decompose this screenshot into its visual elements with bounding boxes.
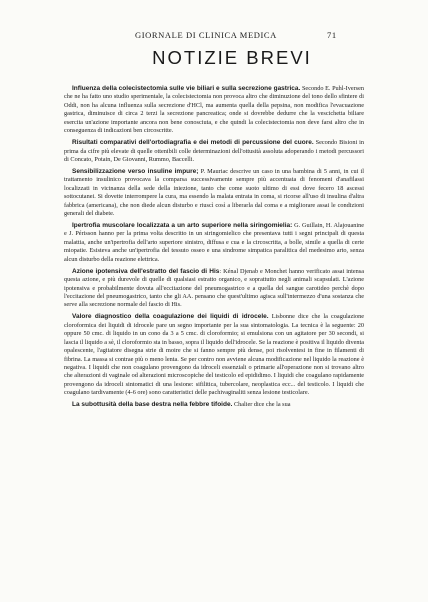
running-head — [0, 30, 428, 42]
article-idrocele — [64, 313, 364, 398]
article-ortodiagrafia — [64, 139, 364, 164]
article-text: Secondo E. Puhl-Iversen che ne ha fatto uno studio sperimentale, la colecistectomia non provoca altro che diminuzione del tono dello sfintere di Oddi, non ha alcuna influenza sulla secrezione d'HCl, ma aumenta quella della pepsina, non modifica l'evacuazione gastrica, diminuisce di circa 2 terzi la secrezione pancreatica; onde si dovrebbe dedurre che la vescichetta biliare esercita un'azione importante ancora non bene conosciuta, e che quindi la colecistectomia non deve farsi altro che in conseguenza di indicazioni ben circoscritte. — [64, 85, 365, 135]
article-text: Lisbonne dice che la coagulazione cloroformica dei liquidi di idrocele pare un segno importante per la sua sintomatologia. La tecnica è la seguente: 20 oppure 50 cmc. di liquido in un cono da 3 a 5 cmc. di cloroformio; si emulsiona con un agitatore per 30 secondi, si lascia il liquido a sè, il cloroformio sta in basso, sopra il liquido dell'idrocele. Se la reazione è positiva il liquido diventa opalescente, l'agitatore disegna strie di moire che si fanno sempre più dense, poi risolventesi in fine in filamenti di fibrina. La massa si contrae più o meno lenta. Se per contro non avviene alcuna modificazione nel liquido la reazione è negativa. I liquidi che non coagulano provengono da idroceli essenziali o primarie all'operazione non si trovano altro che alterazioni di vaginale od alterazioni microscopiche del testicolo ed epididimo. I liquidi che coagulano rapidamente provengono da idroceli sintomatici di una lesione: sifilitica, tubercolare, neoplastica ecc... del testicolo. I liquidi che coagulano tardivamente (4-6 ore) sono caratteristici delle pachivaginaliti senza lesione testicolare. — [64, 313, 364, 397]
article-title: Ipertrofia muscolare localizzata a un arto superiore nella siringomielia: — [72, 221, 293, 229]
article-title: Sensibilizzazione verso insuline impure; — [72, 167, 199, 175]
page-number: 71 — [327, 30, 337, 40]
article-febbre-tifoide — [64, 401, 364, 409]
article-colecistectomia — [64, 85, 364, 136]
article-insuline — [64, 168, 364, 219]
article-title: Valore diagnostico della coagulazione dei liquidi di idrocele. — [72, 313, 269, 321]
article-title: Risultati comparativi dell'ortodiagrafia e dei metodi di percussione del cuore. — [72, 139, 314, 147]
journal-title: GIORNALE DI CLINICA MEDICA — [135, 30, 277, 40]
article-text: Secondo Bisioni in prima da cifre più elevate di quelle ottenibili colle determinazioni dell'ottusità assoluta adoperando i metodi percussori di Concato, Potain, De Giovanni, Rummo, Baccelli. — [64, 139, 364, 164]
article-title: La subottusità della base destra nella febbre tifoide. — [72, 401, 233, 409]
article-text: P. Mauriac descrive un caso in una bambina di 5 anni, in cui il trattamento insulinico provocava la comparsa successivamente sempre più accentuata di fenomeni d'anafilassi localizzati in vicinanza della sede della iniezione, tanto che come suoto ultimo di essi dove fecero 18 ascessi sottocutanei. Si dovette interrompere la cura, ma essendo la malata entrata in coma, si ricorse all'uso di insulina d'altra fabbrica (americana), che non diede alcun disturbo e riuscì così a liberarla dal coma e a migliorare assai le condizioni generali del diabete. — [64, 167, 365, 218]
article-text: G. Guillain, H. Alajouanine e J. Périsson hanno per la prima volta descritto in un siringomielico che presentava tutti i segni principali di questa malattia, anche un'ipertrofia dell'arto superiore sinistro, diffusa e cua e la circoscritta, a bolle, simile a quella di certe miopatie. Esisteva anche un'ipertrofia del tessuto osseo e una sindrome simpatica paralitica del medesimo arto, senza alcun disturbo della reazione elettrica. — [64, 221, 364, 263]
article-title: Azione ipotensiva dell'estratto del fascio di His — [72, 267, 220, 275]
article-text: Chalier dice che la sua — [233, 401, 291, 409]
article-title: Influenza della colecistectomia sulle vie biliari e sulla secrezione gastrica. — [72, 85, 301, 92]
article-fascio-his — [64, 268, 364, 310]
article-column — [64, 85, 364, 413]
section-title: NOTIZIE BREVI — [152, 47, 312, 68]
article-text: : Kénal Djenab e Monchet hanno verificato assai intensa questa azione, e più durevole di quelle di qualsiasi estratto organico, e soprattutto negli animali scapsulati. L'azione ipotensiva e probabilmente dovuta all'eccitazione del pneumogastrico e a quella del sangue carotideo perchè dopo l'eccitazione del pneumogastrico, tanto che gli AA. pensano che quest'ultimo agisca sull'intermezzo d'una sostanza che serve alla secrezione normale del fascio di His. — [64, 267, 364, 309]
article-siringomielia — [64, 222, 364, 264]
